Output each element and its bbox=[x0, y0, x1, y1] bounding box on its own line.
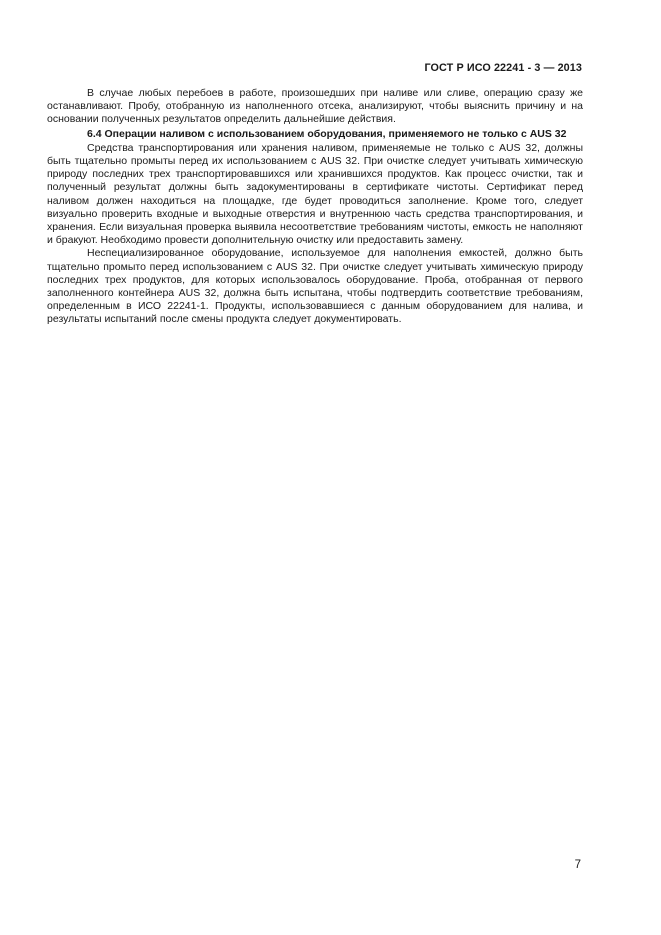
section-heading-6-4: 6.4 Операции наливом с использованием оборудования, применяемого не только с AUS 32 bbox=[87, 127, 567, 140]
paragraph-transport-cleaning: Средства транспортирования или хранения наливом, применяемые не только с AUS 32, должны быть тщательно промыты перед их использованием с AUS 32. При очистке следует учитывать химическую природу последних трех транспортировавшихся или хранившихся продуктов. Как процесс очистки, так и полученный результат должны быть задокументированы в сертификате чистоты. Сертификат перед наливом должен находиться на площадке, где будет проводиться заполнение. Кроме того, следует визуально проверить входные и выходные отверстия и внутреннюю часть средства транспортирования, и хранения. Если визуальная проверка выявила несоответствие требованиям чистоты, емкость не наполняют и бракуют. Необходимо провести дополнительную очистку или предоставить замену. bbox=[47, 141, 583, 247]
paragraph-equipment-cleaning: Неспециализированное оборудование, используемое для наполнения емкостей, должно быть тщательно промыто перед использованием с AUS 32. При очистке следует учитывать химическую природу последних трех продуктов, для которых использовалось оборудование. Проба, отобранная от первого заполненного контейнера AUS 32, должна быть испытана, чтобы подтвердить соответствие требованиям, определенным в ИСО 22241-1. Продукты, использовавшиеся с данным оборудованием для налива, и результаты испытаний после смены продукта следует документировать. bbox=[47, 247, 583, 326]
document-code-header: ГОСТ Р ИСО 22241 - 3 — 2013 bbox=[424, 62, 582, 74]
paragraph-interruption: В случае любых перебоев в работе, произошедших при наливе или сливе, операцию сразу же останавливают. Пробу, отобранную из наполненного отсека, анализируют, чтобы выяснить причину и на основании полученных результатов определить дальнейшие действия. bbox=[47, 87, 583, 126]
page-number: 7 bbox=[574, 859, 581, 871]
document-body bbox=[47, 87, 583, 327]
